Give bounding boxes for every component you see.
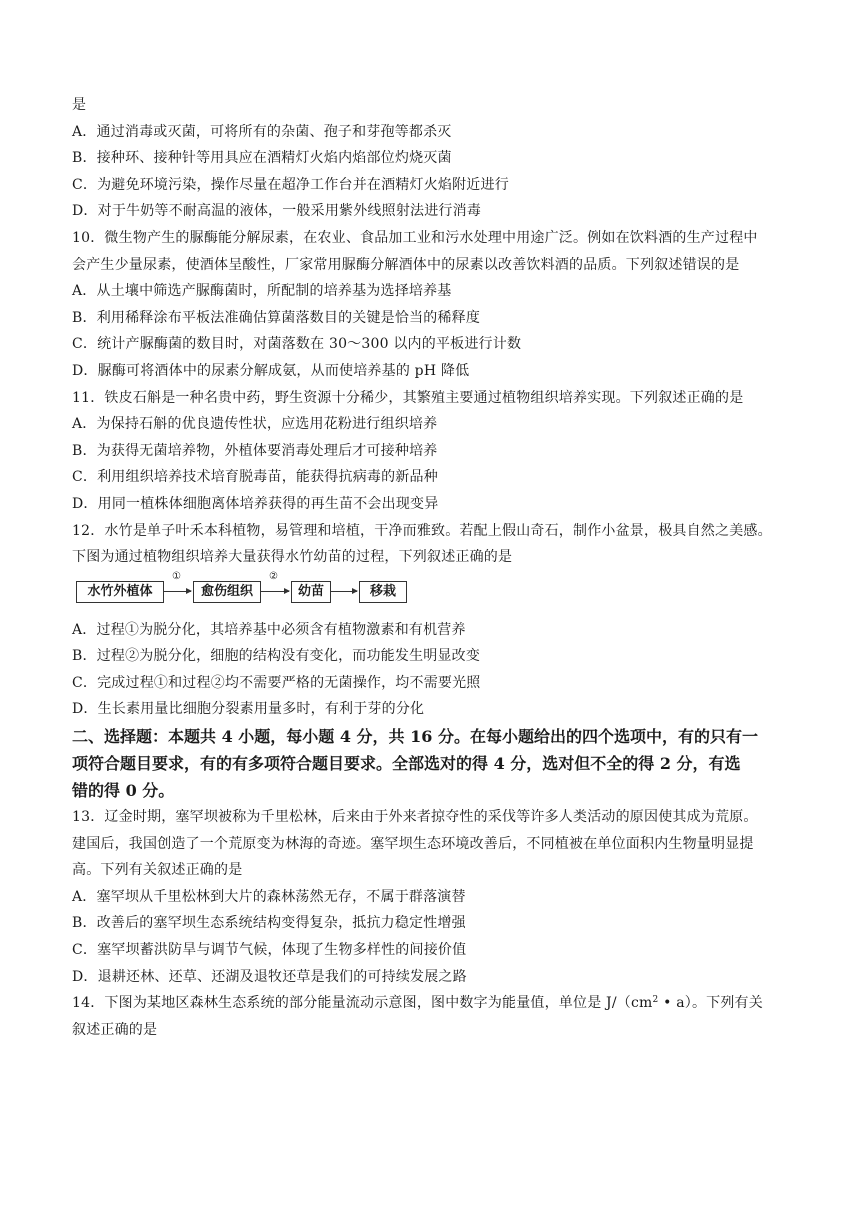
text-line: B．利用稀释涂布平板法准确估算菌落数目的关键是恰当的稀释度	[72, 309, 481, 326]
text-line: D．脲酶可将酒体中的尿素分解成氨，从而使培养基的 pH 降低	[72, 362, 470, 379]
flow-diagram	[72, 571, 804, 617]
text-line: A．通过消毒或灭菌，可将所有的杂菌、孢子和芽孢等都杀灭	[72, 123, 452, 140]
text-line: C．塞罕坝蓄洪防旱与调节气候，体现了生物多样性的间接价值	[72, 942, 467, 959]
section-heading	[72, 723, 804, 804]
text-line: A．为保持石斛的优良遗传性状，应选用花粉进行组织培养	[72, 416, 438, 433]
text-line: A．从土壤中筛选产脲酶菌时，所配制的培养基为选择培养基	[72, 283, 452, 300]
text-line: B．改善后的塞罕坝生态系统结构变得复杂，抵抗力稳定性增强	[72, 915, 466, 932]
option-line: C．完成过程①和过程②均不需要严格的无菌操作，均不需要光照	[72, 674, 481, 691]
question-block-top	[72, 92, 804, 571]
text-line: 12．水竹是单子叶禾本科植物，易管理和培植，干净而雅致。若配上假山奇石，制作小盆景，极具自然之美感。	[72, 522, 772, 539]
question-14-line: 14．下图为某地区森林生态系统的部分能量流动示意图，图中数字为能量值，单位是 $J/(cm^2$ • a）。下列有关	[72, 995, 763, 1012]
text-line: C．统计产脲酶菌的数目时，对菌落数在 30～300 以内的平板进行计数	[72, 336, 522, 353]
question-14-line: 叙述正确的是	[72, 1021, 158, 1038]
section-heading-line: 二、选择题：本题共 4 小题，每小题 4 分，共 16 分。在每小题给出的四个选项中，有的只有一	[72, 727, 758, 747]
text-line: A．塞罕坝从千里松林到大片的森林荡然无存，不属于群落演替	[72, 888, 466, 905]
text-line: C．为避免环境污染，操作尽量在超净工作台并在酒精灯火焰附近进行	[72, 176, 509, 193]
text-line: B．接种环、接种针等用具应在酒精灯火焰内焰部位灼烧灭菌	[72, 150, 452, 167]
text-line: 下图为通过植物组织培养大量获得水竹幼苗的过程，下列叙述正确的是	[72, 549, 513, 566]
option-line: A．过程①为脱分化，其培养基中必须含有植物激素和有机营养	[72, 621, 466, 638]
flow-box-callus: 愈伤组织	[193, 581, 261, 603]
text-line: D．用同一植株体细胞离体培养获得的再生苗不会出现变异	[72, 495, 439, 512]
arrow-icon	[261, 591, 289, 592]
text-line: 会产生少量尿素，使酒体呈酸性，厂家常用脲酶分解酒体中的尿素以改善饮料酒的品质。下列叙述错误的是	[72, 256, 740, 273]
question-block-bottom	[72, 804, 804, 990]
step-2-marker: ②	[269, 570, 278, 582]
arrow-icon	[164, 591, 191, 592]
text-line: C．利用组织培养技术培育脱毒苗，能获得抗病毒的新品种	[72, 469, 438, 486]
text-line: 高。下列有关叙述正确的是	[72, 862, 243, 879]
text-line: D．退耕还林、还草、还湖及退牧还草是我们的可持续发展之路	[72, 968, 467, 985]
text-line: B．为获得无菌培养物，外植体要消毒处理后才可接种培养	[72, 442, 438, 459]
option-line: B．过程②为脱分化，细胞的结构没有变化，而功能发生明显改变	[72, 648, 481, 665]
section-heading-line: 项符合题目要求，有的有多项符合题目要求。全部选对的得 4 分，选对但不全的得 2 分，有选	[72, 754, 741, 774]
question-12-options	[72, 617, 804, 723]
text-line: 13．辽金时期，塞罕坝被称为千里松林，后来由于外来者掠夺性的采伐等许多人类活动的原因使其成为荒原。	[72, 809, 758, 826]
flow-box-seedling: 幼苗	[291, 581, 331, 603]
text-line: 建国后，我国创造了一个荒原变为林海的奇迹。塞罕坝生态环境改善后，不同植被在单位面积内生物量明显提	[72, 835, 754, 852]
arrow-icon	[331, 591, 357, 592]
flow-box-explant: 水竹外植体	[76, 581, 164, 603]
section-heading-line: 错的得 0 分。	[72, 781, 175, 801]
flow-box-transplant: 移栽	[359, 581, 407, 603]
text-line: 10．微生物产生的脲酶能分解尿素，在农业、食品加工业和污水处理中用途广泛。例如在饮料酒的生产过程中	[72, 229, 758, 246]
text-line: D．对于牛奶等不耐高温的液体，一般采用紫外线照射法进行消毒	[72, 203, 482, 220]
step-1-marker: ①	[172, 570, 181, 582]
text-line: 11．铁皮石斛是一种名贵中药，野生资源十分稀少，其繁殖主要通过植物组织培养实现。下列叙述正确的是	[72, 389, 744, 406]
document-page	[72, 92, 804, 1043]
text-line: 是	[72, 97, 87, 113]
option-line: D．生长素用量比细胞分裂素用量多时，有利于芽的分化	[72, 701, 425, 718]
